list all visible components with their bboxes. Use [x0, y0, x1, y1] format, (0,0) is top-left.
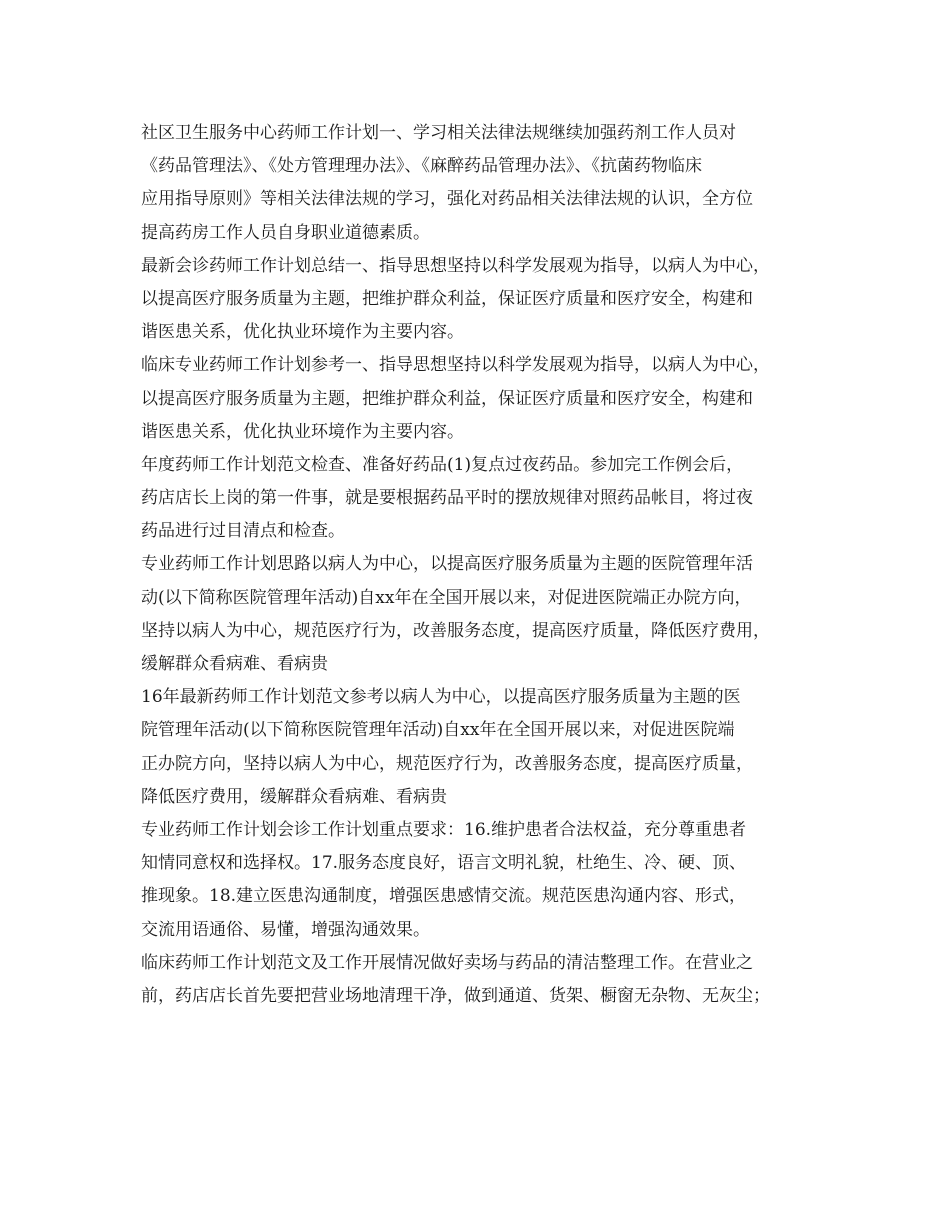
text-line: 降低医疗费用，缓解群众看病难、看病贵 [141, 786, 447, 807]
text-line: 药品进行过目清点和检查。 [141, 521, 345, 542]
text-line: 坚持以病人为中心，规范医疗行为，改善服务态度，提高医疗质量，降低医疗费用， [141, 620, 770, 641]
text-line: 应用指导原则》等相关法律法规的学习，强化对药品相关法律法规的认识，全方位 [141, 189, 753, 210]
text-line: 前，药店店长首先要把营业场地清理干净，做到通道、货架、橱窗无杂物、无灰尘； [141, 985, 770, 1006]
text-line: 缓解群众看病难、看病贵 [141, 654, 328, 674]
text-line: 专业药师工作计划思路以病人为中心，以提高医疗服务质量为主题的医院管理年活 [141, 554, 753, 575]
text-line: 院管理年活动(以下简称医院管理年活动)自xx年在全国开展以来，对促进医院端 [141, 720, 735, 741]
text-line: 知情同意权和选择权。17.服务态度良好，语言文明礼貌，杜绝生、冷、硬、顶、 [141, 853, 747, 874]
text-line: 谐医患关系，优化执业环境作为主要内容。 [141, 421, 464, 442]
text-line: 动(以下简称医院管理年活动)自xx年在全国开展以来，对促进医院端正办院方向， [141, 587, 752, 608]
text-line: 《药品管理法》、《处方管理理办法》、《麻醉药品管理办法》、《抗菌药物临床 [141, 156, 702, 177]
text-line: 推现象。18.建立医患沟通制度，增强医患感情交流。规范医患沟通内容、形式， [141, 886, 747, 907]
document-body [141, 117, 841, 1013]
text-line: 临床专业药师工作计划参考一、指导思想坚持以科学发展观为指导，以病人为中心， [141, 355, 770, 376]
text-line: 以提高医疗服务质量为主题，把维护群众利益，保证医疗质量和医疗安全，构建和 [141, 388, 753, 409]
text-line: 交流用语通俗、易懂，增强沟通效果。 [141, 919, 430, 940]
text-line: 专业药师工作计划会诊工作计划重点要求：16.维护患者合法权益，充分尊重患者 [141, 819, 747, 840]
text-line: 社区卫生服务中心药师工作计划一、学习相关法律法规继续加强药剂工作人员对 [141, 123, 736, 143]
text-line: 谐医患关系，优化执业环境作为主要内容。 [141, 322, 464, 343]
text-line: 临床药师工作计划范文及工作开展情况做好卖场与药品的清洁整理工作。在营业之 [141, 952, 753, 973]
text-line: 年度药师工作计划范文检查、准备好药品(1)复点过夜药品。参加完工作例会后， [141, 454, 744, 475]
text-line: 以提高医疗服务质量为主题，把维护群众利益，保证医疗质量和医疗安全，构建和 [141, 288, 753, 309]
text-line: 16年最新药师工作计划范文参考以病人为中心，以提高医疗服务质量为主题的医 [141, 687, 741, 708]
text-line: 药店店长上岗的第一件事，就是要根据药品平时的摆放规律对照药品帐目，将过夜 [141, 488, 753, 509]
text-line: 最新会诊药师工作计划总结一、指导思想坚持以科学发展观为指导，以病人为中心， [141, 255, 770, 276]
text-line: 提高药房工作人员自身职业道德素质。 [141, 222, 430, 243]
text-line: 正办院方向，坚持以病人为中心，规范医疗行为，改善服务态度，提高医疗质量， [141, 753, 753, 774]
